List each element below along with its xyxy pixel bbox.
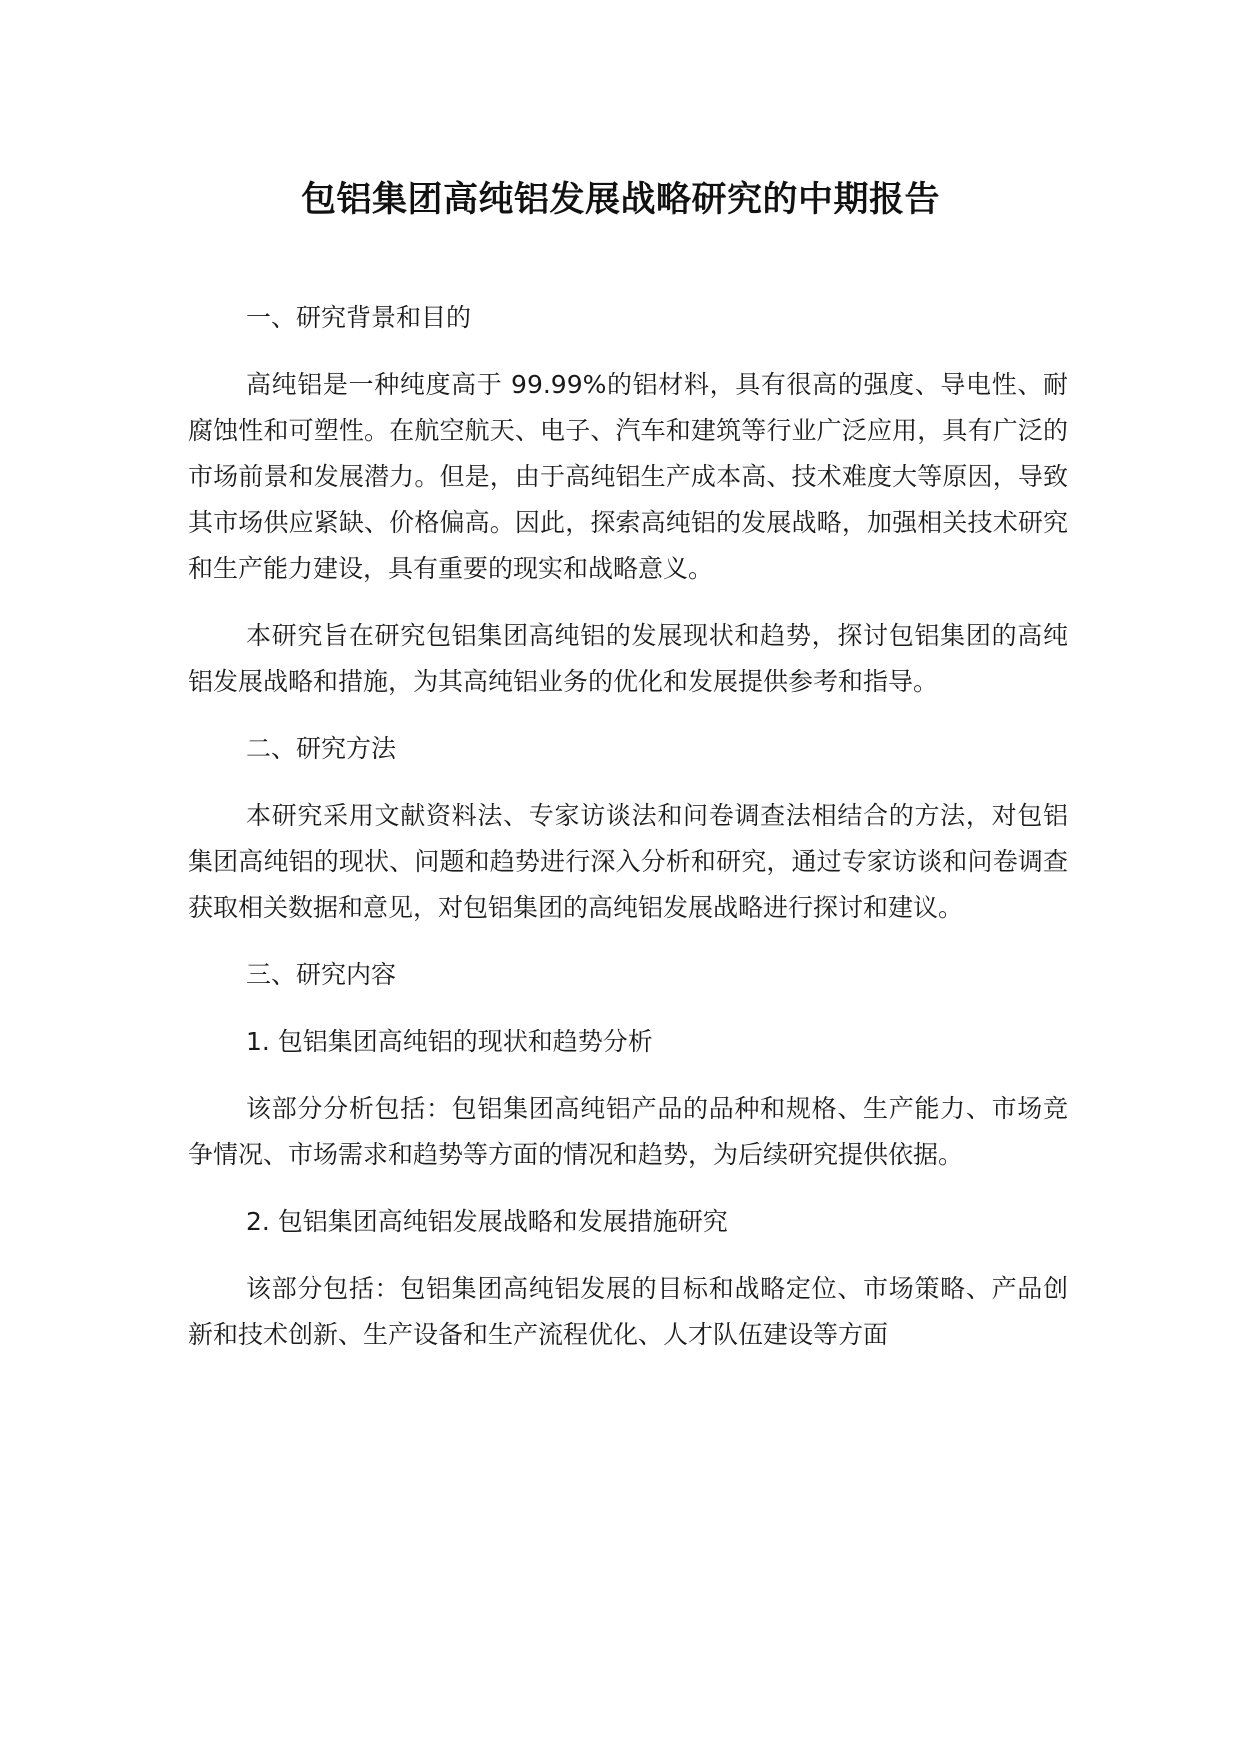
paragraph-subsection-1: 该部分分析包括：包铝集团高纯铝产品的品种和规格、生产能力、市场竞争情况、市场需求和趋势等方面的情况和趋势，为后续研究提供依据。: [188, 1094, 1068, 1169]
section-heading-methods: 二、研究方法: [246, 734, 397, 763]
paragraph-subsection-2: 该部分包括：包铝集团高纯铝发展的目标和战略定位、市场策略、产品创新和技术创新、生产设备和生产流程优化、人才队伍建设等方面: [188, 1274, 1068, 1349]
section-heading-background: 一、研究背景和目的: [246, 303, 472, 332]
paragraph-methods: 本研究采用文献资料法、专家访谈法和问卷调查法相结合的方法，对包铝集团高纯铝的现状、问题和趋势进行深入分析和研究，通过专家访谈和问卷调查获取相关数据和意见，对包铝集团的高纯铝发展战略进行探讨和建议。: [188, 801, 1068, 922]
paragraph-background-2: 本研究旨在研究包铝集团高纯铝的发展现状和趋势，探讨包铝集团的高纯铝发展战略和措施，为其高纯铝业务的优化和发展提供参考和指导。: [188, 621, 1068, 696]
subsection-heading-1: 1. 包铝集团高纯铝的现状和趋势分析: [246, 1027, 653, 1056]
paragraph-background-1: 高纯铝是一种纯度高于 99.99%的铝材料，具有很高的强度、导电性、耐腐蚀性和可塑性。在航空航天、电子、汽车和建筑等行业广泛应用，具有广泛的市场前景和发展潜力。但是，由于高纯铝生产成本高、技术难度大等原因，导致其市场供应紧缺、价格偏高。因此，探索高纯铝的发展战略，加强相关技术研究和生产能力建设，具有重要的现实和战略意义。: [188, 370, 1068, 583]
document-title: 包铝集团高纯铝发展战略研究的中期报告: [300, 180, 940, 220]
document-body: [188, 295, 1068, 1379]
section-heading-content: 三、研究内容: [246, 960, 397, 989]
subsection-heading-2: 2. 包铝集团高纯铝发展战略和发展措施研究: [246, 1207, 728, 1236]
